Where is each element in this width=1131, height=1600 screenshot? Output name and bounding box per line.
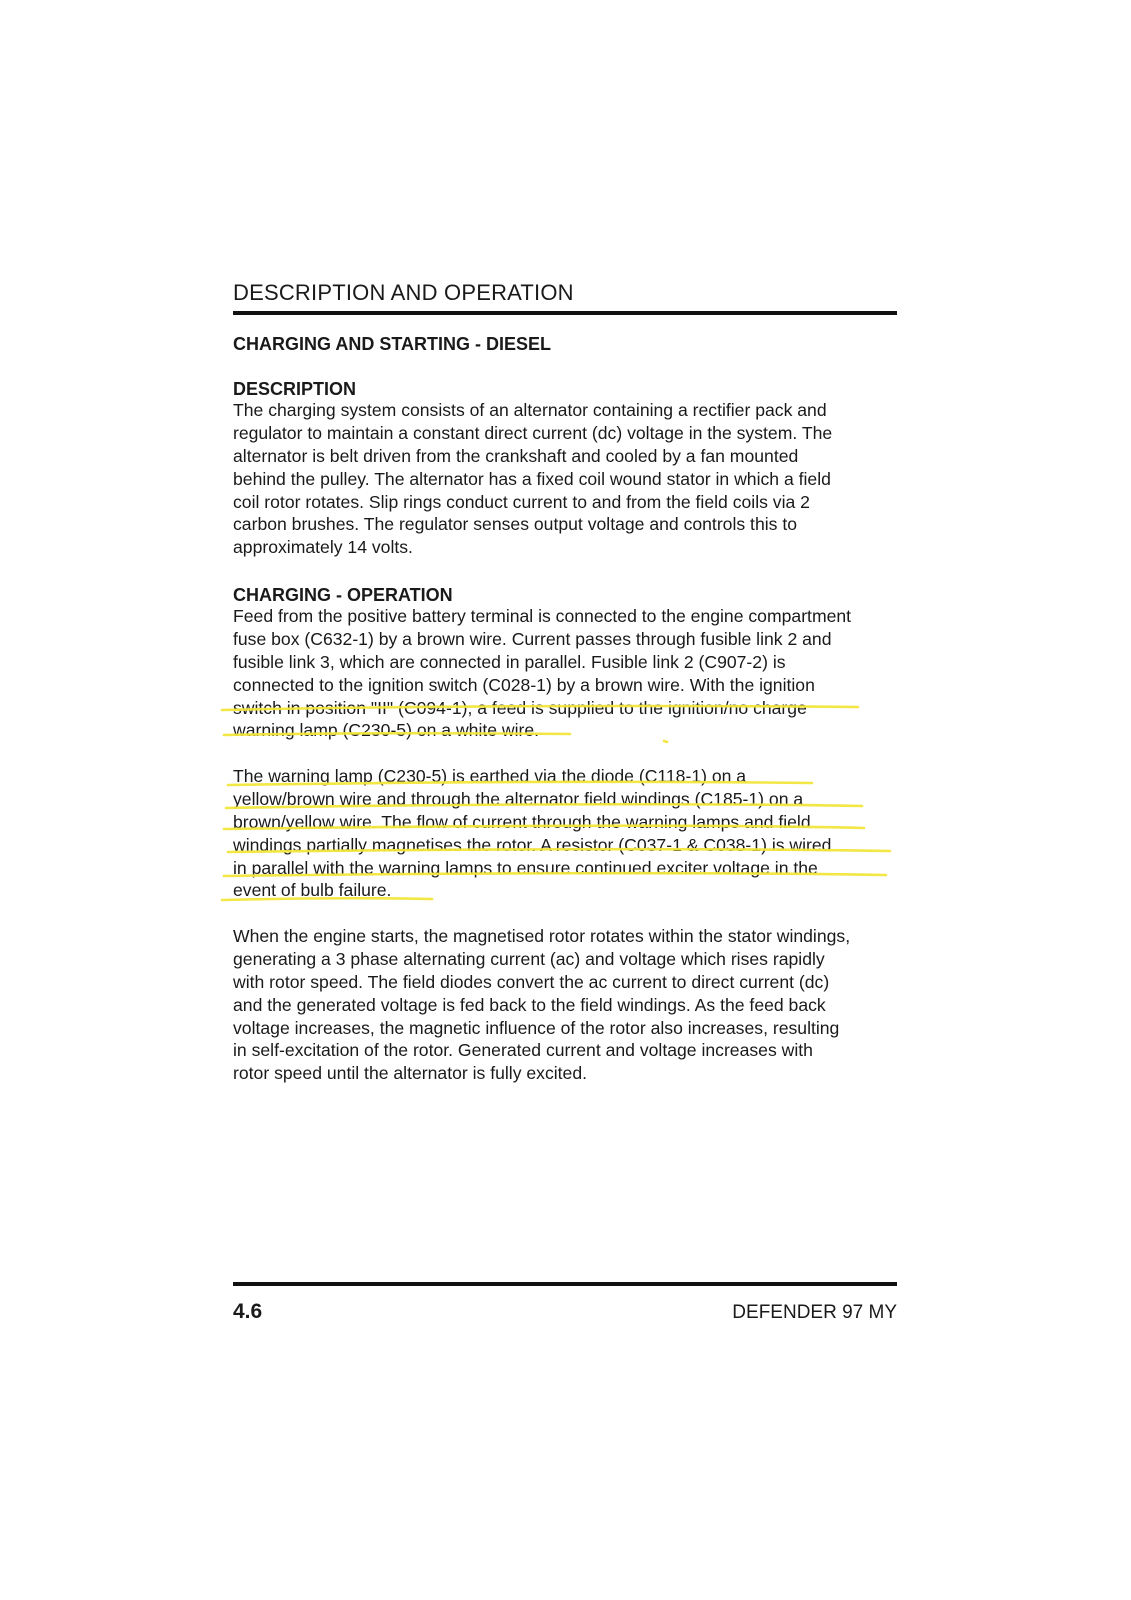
header-rule — [233, 311, 897, 315]
text-line: windings partially magnetises the rotor. A resistor (C037-1 & C038-1) is wired — [233, 834, 832, 855]
footer-rule — [233, 1282, 897, 1286]
charging-paragraph-1 — [233, 605, 903, 742]
text-line: The warning lamp (C230-5) is earthed via the diode (C118-1) on a — [233, 766, 747, 786]
text-line: When the engine starts, the magnetised rotor rotates within the stator windings, — [233, 926, 851, 946]
text-line: yellow/brown wire and through the alternator field windings (C185-1) on a — [233, 788, 804, 809]
description-paragraph — [233, 399, 903, 559]
text-line: approximately 14 volts. — [233, 537, 413, 558]
text-line: in self-excitation of the rotor. Generated current and voltage increases with — [233, 1040, 813, 1061]
text-line: fuse box (C632-1) by a brown wire. Current passes through fusible link 2 and — [233, 628, 832, 649]
text-line: and the generated voltage is fed back to the field windings. As the feed back — [233, 994, 826, 1015]
section-title: DESCRIPTION AND OPERATION — [233, 280, 574, 305]
text-line: carbon brushes. The regulator senses output voltage and controls this to — [233, 514, 797, 535]
charging-paragraph-3 — [233, 925, 903, 1085]
chapter-title: CHARGING AND STARTING - DIESEL — [233, 334, 551, 354]
text-line: alternator is belt driven from the crankshaft and cooled by a fan mounted — [233, 445, 799, 466]
text-line: voltage increases, the magnetic influence of the rotor also increases, resulting — [233, 1017, 840, 1038]
text-line: brown/yellow wire. The flow of current through the warning lamps and field — [233, 811, 811, 832]
charging-paragraph-2 — [233, 765, 903, 902]
description-heading: DESCRIPTION — [233, 379, 357, 399]
text-line: behind the pulley. The alternator has a fixed coil wound stator in which a field — [233, 468, 831, 489]
text-line: event of bulb failure. — [233, 880, 392, 901]
text-line: connected to the ignition switch (C028-1) by a brown wire. With the ignition — [233, 674, 815, 695]
text-line: The charging system consists of an alternator containing a rectifier pack and — [233, 400, 827, 420]
text-line: fusible link 3, which are connected in parallel. Fusible link 2 (C907-2) is — [233, 651, 786, 672]
text-line: in parallel with the warning lamps to ensure continued exciter voltage in the — [233, 857, 818, 878]
page-number: 4.6 — [233, 1300, 263, 1323]
text-line: coil rotor rotates. Slip rings conduct current to and from the field coils via 2 — [233, 491, 810, 512]
model-label: DEFENDER 97 MY — [732, 1302, 897, 1323]
text-line: with rotor speed. The field diodes convert the ac current to direct current (dc) — [233, 971, 830, 992]
text-line: Feed from the positive battery terminal is connected to the engine compartment — [233, 606, 852, 626]
text-line: generating a 3 phase alternating current (ac) and voltage which rises rapidly — [233, 948, 825, 969]
text-line: warning lamp (C230-5) on a white wire. — [233, 720, 540, 741]
charging-operation-heading: CHARGING - OPERATION — [233, 585, 453, 605]
text-line: switch in position "II" (C094-1), a feed is supplied to the ignition/no charge — [233, 697, 807, 718]
text-line: rotor speed until the alternator is fully excited. — [233, 1063, 588, 1084]
text-line: regulator to maintain a constant direct current (dc) voltage in the system. The — [233, 422, 833, 443]
